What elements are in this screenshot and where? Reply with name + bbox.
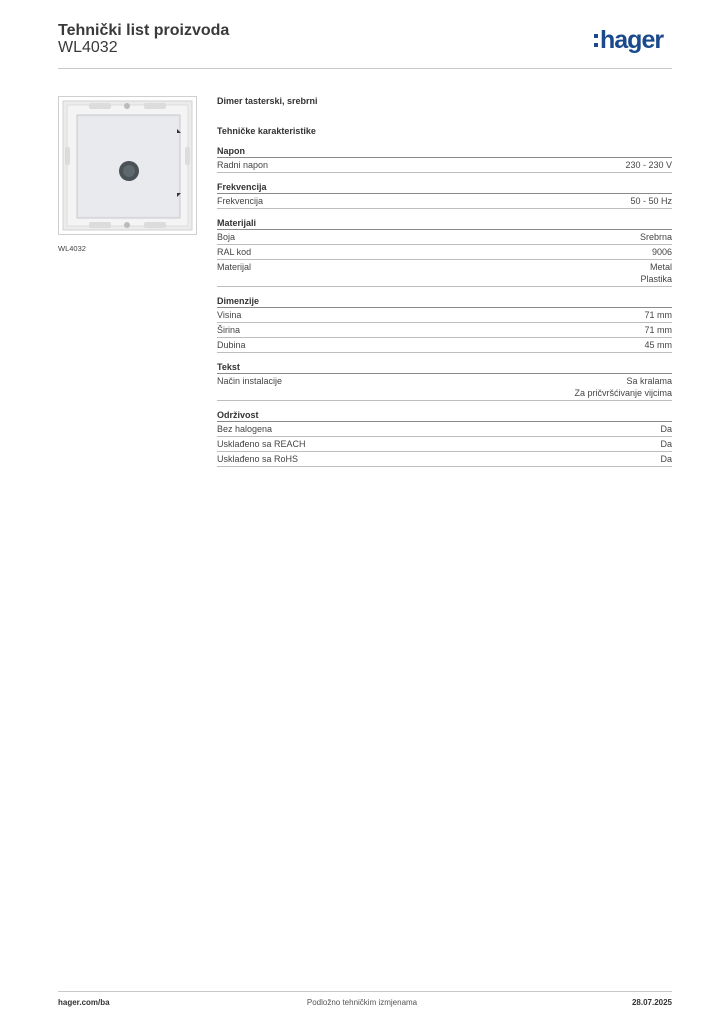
spec-value-line: 9006	[651, 247, 672, 257]
spec-value-line: 71 mm	[644, 325, 672, 335]
spec-label: Visina	[217, 310, 242, 320]
spec-label: RAL kod	[217, 247, 252, 257]
spec-group	[217, 218, 672, 287]
spec-row	[217, 260, 672, 287]
spec-value	[660, 423, 672, 435]
spec-value-line: Da	[660, 439, 672, 449]
spec-row	[217, 338, 672, 353]
spec-value-line: 45 mm	[644, 340, 672, 350]
image-caption: WL4032	[58, 244, 86, 253]
spec-label: Dubina	[217, 340, 246, 350]
footer-date: 28.07.2025	[631, 998, 672, 1007]
spec-value	[660, 438, 672, 450]
document-title: Tehnički list proizvoda	[58, 22, 230, 39]
spec-group	[217, 410, 672, 467]
spec-value-line: 71 mm	[644, 310, 672, 320]
spec-value	[574, 375, 672, 399]
spec-row	[217, 245, 672, 260]
spec-value-line: Metal	[649, 262, 672, 272]
spec-value	[640, 261, 672, 285]
spec-group	[217, 182, 672, 209]
spec-value-line: Sa kralama	[626, 376, 672, 386]
header-divider	[58, 68, 672, 69]
spec-value	[625, 159, 672, 171]
spec-value-line: Da	[660, 454, 672, 464]
spec-value	[640, 231, 672, 243]
spec-value-line: Da	[660, 424, 672, 434]
spec-row	[217, 194, 672, 209]
spec-label: Usklađeno sa REACH	[217, 439, 306, 449]
spec-row	[217, 323, 672, 338]
spec-group-title: Dimenzije	[217, 296, 672, 308]
spec-value-line: 230 - 230 V	[625, 160, 672, 170]
spec-label: Način instalacije	[217, 376, 283, 386]
spec-value-line: Srebrna	[639, 232, 672, 242]
hager-logo	[594, 26, 674, 56]
spec-value-line: Plastika	[640, 274, 672, 284]
spec-label: Boja	[217, 232, 236, 242]
logo-text: hager	[600, 26, 664, 54]
spec-label: Bez halogena	[217, 424, 273, 434]
spec-group	[217, 296, 672, 353]
spec-label: Frekvencija	[217, 196, 264, 206]
spec-groups	[217, 146, 672, 467]
spec-sheet	[217, 96, 672, 476]
footer-website: hager.com/ba	[58, 998, 110, 1007]
spec-label: Širina	[217, 325, 241, 335]
spec-value	[644, 309, 672, 321]
spec-group	[217, 362, 672, 401]
spec-value	[644, 339, 672, 351]
spec-row	[217, 422, 672, 437]
spec-group-title: Tekst	[217, 362, 672, 374]
footer-divider	[58, 991, 672, 992]
spec-label: Radni napon	[217, 160, 269, 170]
spec-row	[217, 230, 672, 245]
spec-group-title: Materijali	[217, 218, 672, 230]
spec-group-title: Frekvencija	[217, 182, 672, 194]
spec-row	[217, 452, 672, 467]
spec-value	[652, 246, 672, 258]
spec-group-title: Održivost	[217, 410, 672, 422]
spec-value	[660, 453, 672, 465]
section-title: Tehničke karakteristike	[217, 126, 316, 136]
spec-value-line: 50 - 50 Hz	[630, 196, 672, 206]
spec-row	[217, 374, 672, 401]
spec-row	[217, 158, 672, 173]
spec-value	[644, 324, 672, 336]
spec-row	[217, 308, 672, 323]
spec-group-title: Napon	[217, 146, 672, 158]
spec-group	[217, 146, 672, 173]
footer-note: Podložno tehničkim izmjenama	[306, 998, 418, 1007]
spec-value-line: Za pričvršćivanje vijcima	[574, 388, 672, 398]
product-name: Dimer tasterski, srebrni	[217, 96, 318, 106]
dimmer-switch-image	[59, 97, 196, 234]
product-code: WL4032	[58, 39, 118, 56]
logo-dots-icon	[594, 34, 598, 52]
product-image	[58, 96, 197, 235]
spec-label: Materijal	[217, 262, 252, 272]
spec-row	[217, 437, 672, 452]
spec-label: Usklađeno sa RoHS	[217, 454, 299, 464]
spec-value	[630, 195, 672, 207]
